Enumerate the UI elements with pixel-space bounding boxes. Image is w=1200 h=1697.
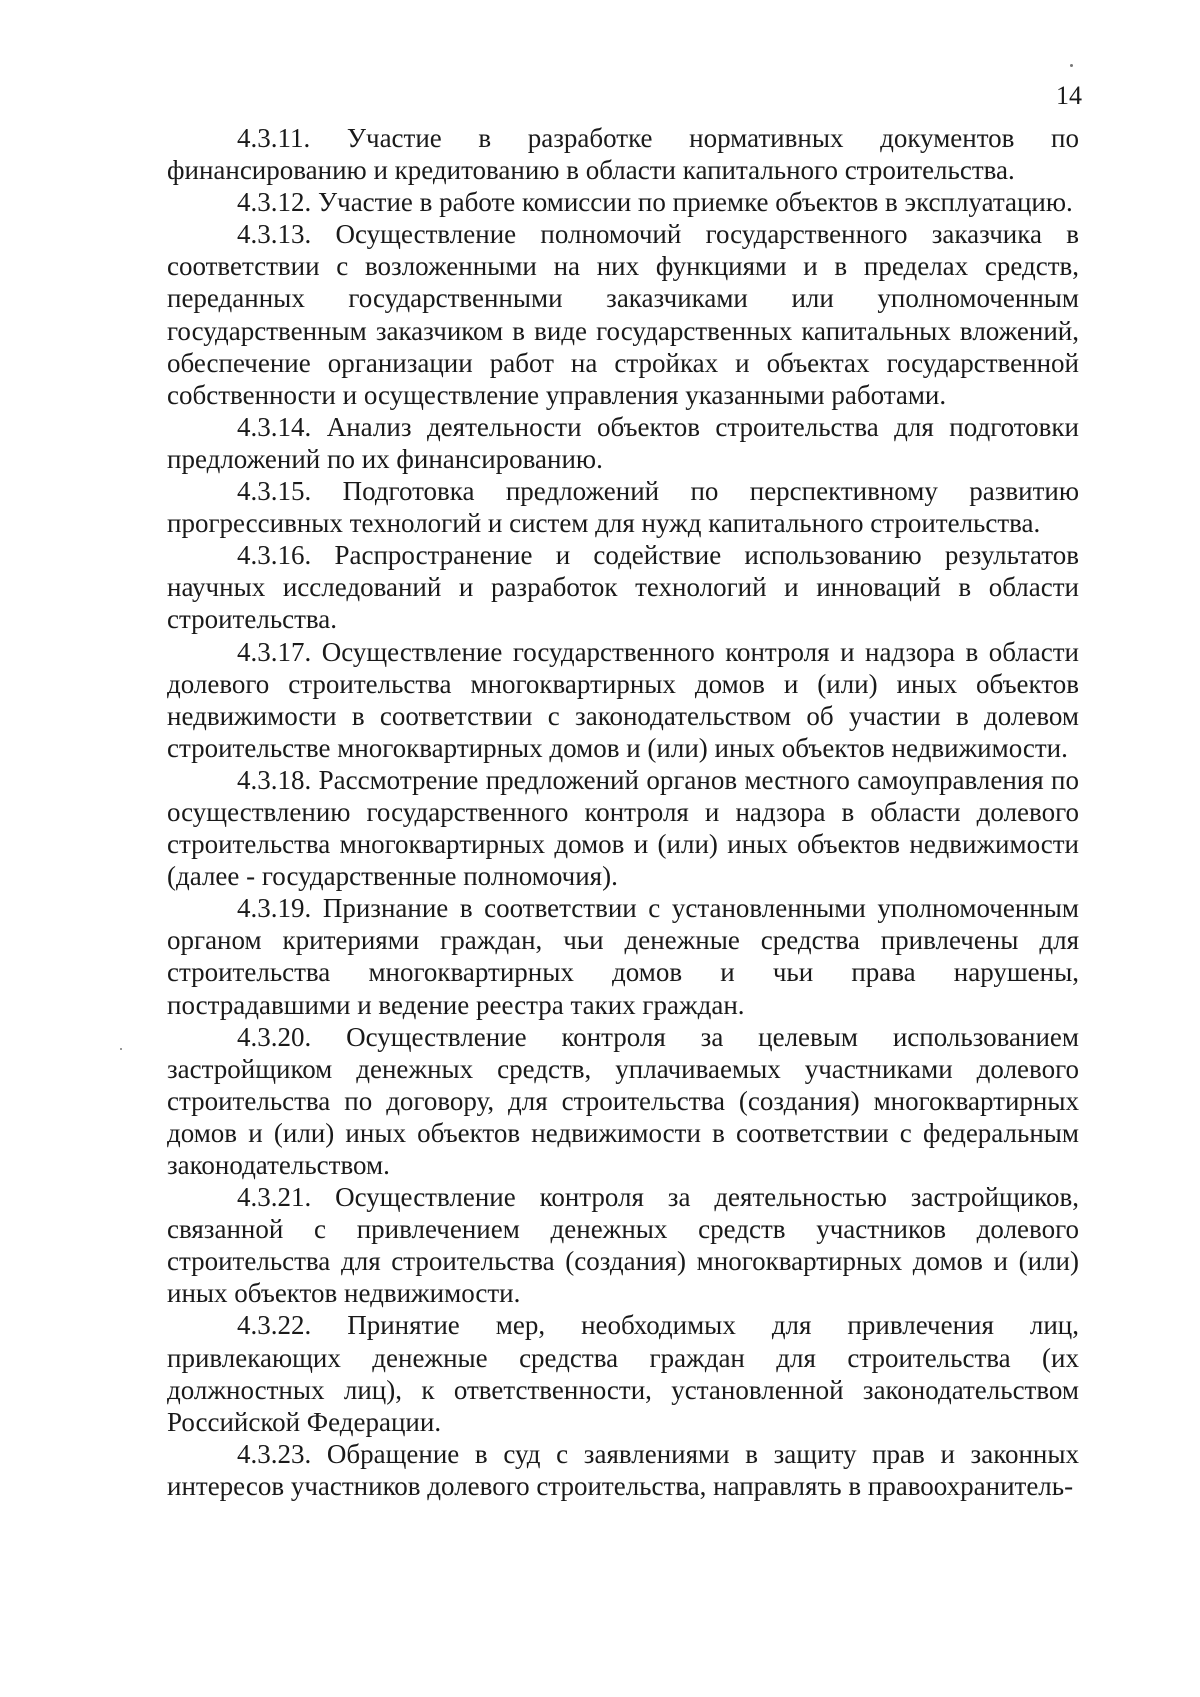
paragraph-4-3-15: 4.3.15. Подготовка предложений по перспективному развитию прогрессивных технологий и систем для нужд капитального строительства.	[167, 476, 1079, 539]
paragraph-4-3-20: 4.3.20. Осуществление контроля за целевым использованием застройщиком денежных средств, уплачиваемых участниками долевого строительства по договору, для строительства (создания) многоквартирных домов и (или) иных объектов недвижимости в соответствии с федеральным законодательством.	[167, 1021, 1079, 1180]
paragraph-4-3-12: 4.3.12. Участие в работе комиссии по приемке объектов в эксплуатацию.	[237, 187, 1073, 218]
scan-speck	[1070, 64, 1073, 67]
paragraph-4-3-23: 4.3.23. Обращение в суд с заявлениями в защиту прав и законных интересов участников долевого строительства, направлять в правоохранитель-	[167, 1438, 1079, 1501]
paragraph-4-3-14: 4.3.14. Анализ деятельности объектов строительства для подготовки предложений по их финансированию.	[167, 411, 1079, 474]
paragraph-4-3-19: 4.3.19. Признание в соответствии с установленными уполномоченным органом критериями граждан, чьи денежные средства привлечены для строительства многоквартирных домов и чьи права нарушены, пострадавшими и ведение реестра таких граждан.	[167, 893, 1079, 1020]
paragraph-4-3-18: 4.3.18. Рассмотрение предложений органов местного самоуправления по осуществлению государственного контроля и надзора в области долевого строительства многоквартирных домов и (или) иных объектов недвижимости (далее - государственные полномочия).	[167, 764, 1079, 892]
document-body	[167, 122, 1079, 1502]
paragraph-4-3-16: 4.3.16. Распространение и содействие использованию результатов научных исследований и разработок технологий и инноваций в области строительства.	[167, 540, 1079, 635]
page-number: 14	[1056, 81, 1082, 110]
paragraph-4-3-21: 4.3.21. Осуществление контроля за деятельностью застройщиков, связанной с привлечением денежных средств участников долевого строительства для строительства (создания) многоквартирных домов и (или) иных объектов недвижимости.	[167, 1182, 1079, 1309]
paragraph-4-3-13: 4.3.13. Осуществление полномочий государственного заказчика в соответствии с возложенными на них функциями и в пределах средств, переданных государственными заказчиками или уполномоченным государственным заказчиком в виде государственных капитальных вложений, обеспечение организации работ на стройках и объектах государственной собственности и осуществление управления указанными работами.	[167, 219, 1079, 410]
paragraph-4-3-11: 4.3.11. Участие в разработке нормативных документов по финансированию и кредитованию в области капитального строительства.	[167, 123, 1079, 186]
paragraph-4-3-22: 4.3.22. Принятие мер, необходимых для привлечения лиц, привлекающих денежные средства граждан для строительства (их должностных лиц), к ответственности, установленной законодательством Российской Федерации.	[167, 1310, 1079, 1437]
scan-speck	[120, 1048, 122, 1050]
paragraph-4-3-17: 4.3.17. Осуществление государственного контроля и надзора в области долевого строительства многоквартирных домов и (или) иных объектов недвижимости в соответствии с законодательством об участии в долевом строительстве многоквартирных домов и (или) иных объектов недвижимости.	[167, 636, 1079, 763]
